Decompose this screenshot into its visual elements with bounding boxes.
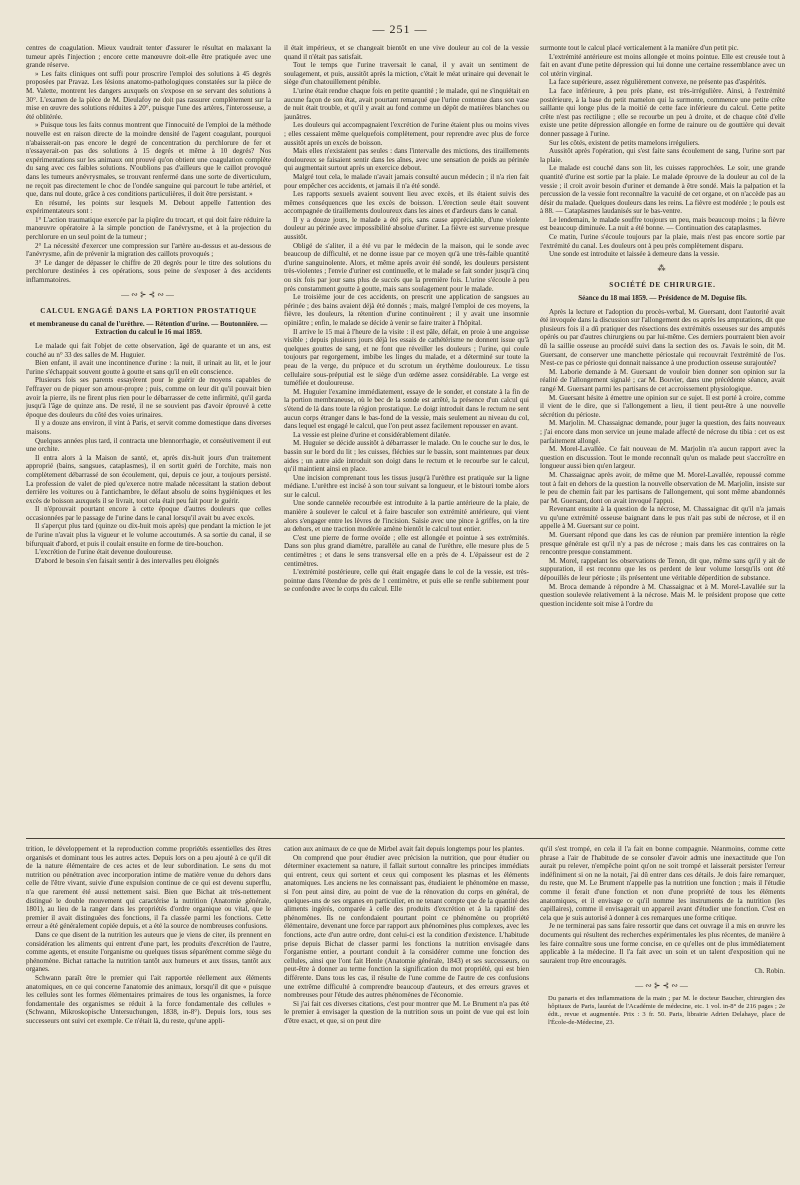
author-signature: Ch. Robin.: [754, 967, 785, 976]
paragraph: Quelques années plus tard, il contracta une blennorrhagie, et conséutivement il eut une orchite.: [26, 436, 271, 454]
bibliography-notice: [540, 995, 785, 1027]
article-heading: CALCUL ENGAGÉ DANS LA PORTION PROSTATIQUE: [40, 307, 257, 316]
paragraph: 2° La nécessité d'exercer une compression sur l'artère au-dessus et au-dessous de l'anévrysme, afin de prévenir la migration des caillots provoqués ;: [26, 241, 271, 259]
paragraph: Une sonde cannelée recourbée est introduite à la partie antérieure de la plaie, de manière à soulever le calcul et à faire basculer son extrémité antérieure, qui vient alors s'engager entre les lèvres de l'incision. Saisie avec une pince à griffes, on la tire au dehors, et une traction modérée amène bientôt le calcul tout entier.: [284, 499, 529, 534]
session-line: Séance du 18 mai 1859. — Présidence de M. Deguise fils.: [578, 294, 747, 303]
paragraph: Je ne terminerai pas sans faire ressortir que dans cet ouvrage il a mis en œuvre les documents qui résultent des recherches expérimentales les plus récentes, de manière à les faire connaître sous une forme concise, en ce qu'elles ont de plus immédiatement applicable à la médecine. Il l'a fait avec un soin et un talent d'exposition qui ne sauraient trop être encouragés.: [540, 922, 785, 965]
paragraph: Le malade qui fait l'objet de cette observation, âgé de quarante et un ans, est couché au n° 33 des salles de M. Huguier.: [26, 342, 271, 359]
paragraph: Dans ce que disent de la nutrition les auteurs que je viens de citer, ils prennent en considération les aliments qui entrent d'une part, les produits d'excrétion de l'autre, comme agents, et ensuite l'organisme ou quelques tissus séparément comme siège du phénomène. Bichat rattache la nutrition tantôt aux humeurs et aux tissus, tantôt aux organes.: [26, 930, 271, 974]
paragraph: L'extrémité antérieure est moins allongée et moins pointue. Elle est creusée tout à fait en avant d'une petite dépression qui lui donne une certaine ressemblance avec un col utérin virginal.: [540, 52, 785, 78]
bibliography-entry: Du panaris et des inflammations de la main ; par M. le docteur Baucher, chirurgien des hôpitaux de Paris, lauréat de l'Académie de médecine, etc. 1 vol. in-8° de 216 pages ; 2e édit., revue et augmentée. Prix : 3 fr. 50. Paris, librairie Adrien Delahaye, place de l'École-de-Médecine, 23.: [548, 994, 785, 1026]
paragraph: M. Laborie demande à M. Guersant de vouloir bien donner son opinion sur la réalité de l'allongement signalé ; car M. Bouvier, dans une précédente séance, avait rangé M. Guersant parmi les partisans de cet accroissement physiologique.: [540, 367, 785, 393]
page-number: — 251 —: [372, 22, 428, 36]
paragraph: cation aux animaux de ce que de Mirbel avait fait depuis longtemps pour les plantes.: [284, 845, 525, 853]
paragraph: C'est une pierre de forme ovoïde ; elle est allongée et pointue à ses extrémités. Dans son plus grand diamètre, parallèle au canal de l'urèthre, elle mesure plus de 5 centimètres ; et dans le sens transversal elle en a près de 4. L'épaisseur est de 2 centimètres.: [284, 533, 529, 568]
society-heading: SOCIÉTÉ DE CHIRURGIE.: [609, 281, 716, 290]
paragraph: L'extrémité postérieure, celle qui était engagée dans le col de la vessie, est très-pointue dans l'étendue de près de 1 centimètre, et puis elle se renfle subitement pour se confondre avec le corps du calcul. Elle: [284, 568, 529, 594]
column-1-top: [26, 44, 271, 834]
paragraph: Revenant ensuite à la question de la nécrose, M. Chassaignac dit qu'il n'a jamais vu qu'une extrémité osseuse baignant dans le pus n'ait pas subi de nécrose, et il en appelle à M. Guersant sur ce point.: [540, 505, 785, 531]
paragraph: L'urine était rendue chaque fois en petite quantité ; le malade, qui ne s'inquiétait en aucune façon de son état, avait pourtant remarqué que l'urine contenue dans son vase de nuit était trouble, et qu'il y avait au fond comme un dépôt de matières blanches ou jaunâtres.: [284, 86, 529, 121]
section-divider-ornament: ⁂: [657, 263, 668, 273]
paragraph: Le malade est couché dans son lit, les cuisses rapprochées. Le soir, une grande quantité d'urine est sortie par la plaie. Le malade éprouve de la douleur au col de la vessie ; il croit avoir besoin d'uriner et demande à être sondé. Mais la palpation et la percussion de la vessie font reconnaître la vacuité de cet organe, et on n'accède pas au désir du malade. Quelques douleurs dans les reins. La fièvre est modérée ; le pouls est à 88. — Cataplasmes laudanisés sur le bas-ventre.: [540, 164, 785, 216]
paragraph: » Les faits cliniques ont suffi pour proscrire l'emploi des solutions à 45 degrés proposées par Pravaz. Les lésions anatomo-pathologiques constatées sur la pièce de M. Valette, montrent les dangers auxquels on s'expose en se servant des solutions à 30°. L'examen de la pièce de M. Dieulafoy ne doit pas rassurer complètement sur la mise en œuvre des solutions réduites à 20°, puisque l'une des artères, l'interosseuse, a été oblitérée.: [26, 69, 271, 121]
column-2-top: [284, 44, 529, 834]
paragraph: Il arrive le 15 mai à l'heure de la visite : il est pâle, défait, en proie à une angoisse visible ; depuis plusieurs jours déjà les essais de cathétérisme ne donnent issue qu'à quelques gouttes de sang, et ne font que réveiller les douleurs ; l'urine, qui coule toujours par regorgement, imbibe les linges du malade, et a déterminé sur toute la peau de la verge, du prépuce et du scrotum un érythème douloureux. Le tissu cellulaire sous-préputial est le siège d'un œdème assez considérable. La verge est tuméfiée et douloureuse.: [284, 327, 529, 388]
paragraph: Plusieurs fois ses parents essayèrent pour le guérir de moyens capables de l'effrayer ou de piquer son amour-propre ; puis, comme on leur dit qu'il pouvait bien avoir la pierre, ils ne firent plus rien pour le débarrasser de cette infirmité, qu'il garda jusqu'à l'âge de quinze ans. De resté, il ne se souvient pas d'avoir éprouvé à cette époque des douleurs du côté des voies urinaires.: [26, 376, 271, 419]
paragraph: Mais elles n'existaient pas seules : dans l'intervalle des mictions, des tiraillements douloureux se faisaient sentir dans les aînes, avec une sensation de poids au périnée qui augmentait surtout après un exercice debout.: [284, 147, 529, 173]
paragraph: Si j'ai fait ces diverses citations, c'est pour montrer que M. Le Brument n'a pas été le premier à envisager la question de la nutrition sous un point de vue qui est loin d'être exact, et que, si on peut dire: [284, 999, 529, 1025]
paragraph: Les rapports sexuels avaient souvent lieu avec excès, et ils étaient suivis des mêmes conséquences que les excès de boisson. L'érection seule était souvent accompagnée de tiraillements douloureux dans les aines et d'ardeurs dans le canal.: [284, 190, 529, 216]
paragraph: qu'il s'est trompé, en cela il l'a fait en bonne compagnie. Néanmoins, comme cette phrase a l'air de l'habitude de se consoler d'avoir admis une inexactitude que l'on aurait pu relever, n'empêche point qu'on ne soit trompé et laisserait persister l'erreur indéfiniment si on ne la notait, j'ai dû entrer dans ces détails. Je dois faire remarquer, du reste, que M. Le Brument n'appelle pas la nutrition une fonction ; mais il l'étudie comme il ferait d'une fonction et non d'une propriété de tous les éléments anatomiques, et il envisage ce qu'il nomme les instruments de la nutrition (les capillaires), comme il envisagerait un appareil avant d'étudier une fonction. C'est en cela que je suis autorisé à donner à ces remarques une forme critique.: [540, 845, 785, 922]
paragraph: 3° Le danger de dépasser le chiffre de 20 degrés pour le titre des solutions du perchlorure destinées à ces opérations, sous peine de s'exposer à des accidents inflammatoires.: [26, 258, 271, 285]
paragraph: M. Huguier se décide aussitôt à débarrasser le malade. On le couche sur le dos, le bassin sur le bord du lit ; les cuisses, fléchies sur le bassin, sont maintenues par deux aides ; un autre aide introduit son doigt dans le rectum et le recourbe sur le calcul, qu'il maintient ainsi en place.: [284, 439, 529, 474]
paragraph: Il y a douze ans environ, il vint à Paris, et servit comme domestique dans diverses maisons.: [26, 419, 271, 436]
column-3-bottom: [540, 845, 785, 1170]
paragraph: Les douleurs qui accompagnaient l'excrétion de l'urine étaient plus ou moins vives ; elles cessaient même quelquefois complètement, pour reprendre avec plus de force aussitôt après un excès de boisson.: [284, 121, 529, 147]
paragraph: M. Broca demande à répondre à M. Chassaignac et à M. Morel-Lavallée sur la question soulevée relativement à la nécrose. Mais M. le président propose que cette question incidente soit mise à l'ordre du: [540, 582, 785, 608]
paragraph: M. Huguier l'examine immédiatement, essaye de le sonder, et constate à la fin de la portion membraneuse, où le bec de la sonde est arrêté, la présence d'un calcul qui s'étend de là dans toute la région prostatique. Le doigt introduit dans le rectum ne sent aucun corps étranger dans le bas-fond de la vessie, mais seulement au niveau du col, dans lequel est engagé le calcul, que l'on peut assez facilement repousser en avant.: [284, 387, 529, 431]
paragraph: Schwann paraît être le premier qui l'ait rapportée réellement aux éléments anatomiques, en ce qui concerne l'anatomie des animaux, lorsqu'il dit que « puisque les cellules sont les formes élémentaires primaires de tous les organismes, la force fondamentale des organismes se réduit à la force fondamentale des cellules » (Schwann, Mikroskopische Untersuchungen, 1838, in-8°). Depuis lors, tous ses successeurs ont suivi cet exemple. Ce n'était là, du reste, qu'une appli-: [26, 973, 271, 1025]
paragraph: La face inférieure, à peu près plane, est très-irrégulière. Ainsi, à l'extrémité postérieure, à la base du petit mamelon qui la surmonte, commence une petite crête saillante qui longe plus de la moitié de cette face inférieure du calcul. Cette petite crête n'est pas rectiligne ; elle se recourbe un peu à droite, et de chaque côté d'elle existe une petite dépression allongée en forme de rainure ou de gouttière qui devait donner passage à l'urine.: [540, 86, 785, 138]
paragraph: Le troisième jour de ces accidents, on prescrit une application de sangsues au périnée ; des bains avaient déjà été donnés ; mais, malgré l'emploi de ces moyens, la fièvre, les douleurs, la rétention d'urine continuèrent ; il y avait une insomnie opiniâtre ; enfin, le malade se décide à venir se faire traiter à l'hôpital.: [284, 293, 529, 327]
col1-intro-text: [26, 44, 271, 285]
paragraph: M. Guersant hésite à émettre une opinion sur ce sujet. Il est porté à croire, comme il vient de le dire, que si l'allongement a lieu, il tient peut-être à une nouvelle sécrétion du périoste.: [540, 393, 785, 419]
paragraph: Il s'aperçut plus tard (quinze ou dix-huit mois après) que pendant la miction le jet de l'urine n'avait plus la vigueur et le volume accoutumés. A sa sortie du canal, il se bifurquait d'abord, et puis il coulait ensuite en forme de tire-bouchon.: [26, 522, 271, 548]
paragraph: 1° L'action traumatique exercée par la piqûre du trocart, et qui doit faire réduire la manœuvre opératoire à la simple ponction de l'anévrysme, et à la projection du perchlorure en un seul point de la tumeur ;: [26, 215, 271, 242]
feuilleton-divider: [26, 838, 785, 839]
paragraph: Après la lecture et l'adoption du procès-verbal, M. Guersant, dont l'autorité avait été invoquée dans la discussion sur l'allongement des os après les amputations, dit que plusieurs fois il a dû pratiquer des résections des extrémités osseuses sur des amputés opérés ou par d'autres chirurgiens ou par lui-même. Ces derniers pourraient bien avoir dû la saillie osseuse au procédé suivi dans la section des os. J'avais le soin, dit M. Guersant, de conserver une manchette périostale qui recouvrait l'extrémité de l'os. N'est-ce pas ce périoste qui donnait naissance à une production osseuse surajoutée?: [540, 307, 785, 368]
paragraph: La vessie est pleine d'urine et considérablement dilatée.: [293, 430, 451, 439]
paragraph: L'excrétion de l'urine était devenue douloureuse.: [35, 548, 173, 557]
paragraph: Une sonde est introduite et laissée à demeure dans la vessie.: [549, 250, 720, 259]
paragraph: il était impérieux, et se changeait bientôt en une vive douleur au col de la vessie quand il n'était pas satisfait.: [284, 44, 529, 61]
paragraph: Obligé de s'aliter, il a été vu par le médecin de la maison, qui le sonde avec beaucoup de difficulté, et ne donne issue par ce moyen qu'à une très-faible quantité d'urine sanguinolente. Alors, et même après avoir été sondé, les douleurs persistent très-violentes ; l'envie d'uriner est continuelle, et le malade se fait sonder jusqu'à cinq ou six fois par jour sans plus de succès que la première fois. L'urine s'écoule à peu près constamment goutte à goutte, mais sans soulagement pour le malade.: [284, 241, 529, 293]
paragraph: M. Marjolin. M. Chassaignac demande, pour juger la question, des faits nouveaux ; j'ai encore dans mon service un jeune malade affecté de nécrose du tibia : cet os est parfaitement allongé.: [540, 419, 785, 445]
paragraph: Ce matin, l'urine s'écoule toujours par la plaie, mais n'est pas encore sortie par l'extrémité du canal. Les douleurs ont à peu près complètement disparu.: [540, 233, 785, 250]
paragraph: En résumé, les points sur lesquels M. Debout appelle l'attention des expérimentateurs sont :: [26, 198, 271, 216]
paragraph: M. Morel, rappelant les observations de Tenon, dit que, même sans qu'il y ait de suppuration, il est reconnu que les os perdent de leur volume lorsqu'ils ont été dépouillés de leur périoste ; ils présentent une véritable déperdition de substance.: [540, 556, 785, 583]
section-divider-ornament: —∾⊱⊰∾—: [121, 289, 176, 299]
paragraph: Aussitôt après l'opération, qui s'est faite sans écoulement de sang, l'urine sort par la plaie.: [540, 147, 785, 164]
section-divider-ornament: —∾⊱⊰∾—: [635, 980, 690, 990]
column-1-bottom: [26, 845, 271, 1170]
paragraph: Le lendemain, le malade souffre toujours un peu, mais beaucoup moins ; la fièvre est beaucoup diminuée. La nuit a été bonne. — Continuation des cataplasmes.: [540, 215, 785, 233]
column-3-top: [540, 44, 785, 834]
paragraph: On comprend que pour étudier avec précision la nutrition, que pour étudier ou déterminer exactement sa nature, il fallait surtout connaître les principes immédiats qui entrent, ceux qui sortent et ceux qui composent les plasmas et les éléments anatomiques. Les anciens ne les connaissant pas, étudiaient le phénomène en masse, si l'on peut ainsi dire, au point de vue de la rénovation du corps en général, de quelques-uns de ses organes en particulier, en ne tenant compte que de la quantité des aliments ingérés, comparée à celle des produits d'excrétion et à la rapidité des phénomènes. Ils ne confondaient pourtant point ce phénomène ou propriété élémentaire, devenant une force par rapport aux phénomènes plus complexes, avec les fonctions, acte d'un autre ordre, dont celui-ci est la condition d'existence. L'habitude prise depuis Bichat de classer parmi les fonctions la nutrition envisagée dans l'organisme entier, a pourtant conduit à la considérer comme une fonction des cellules, ainsi que l'ont fait Henle (Anatomie générale, 1843) et ses successeurs, ou peut-être à donner au terme fonction la signification du mot propriété, qui est bien différente. Dans tous les cas, il résulte de l'une comme de l'autre de ces confusions une extrême difficulté à comprendre beaucoup d'auteurs, et des erreurs graves et nombreuses pour l'étude des autres phénomènes de l'économie.: [284, 853, 529, 1000]
paragraph: Une incision comprenant tous les tissus jusqu'à l'urèthre est pratiquée sur la ligne médiane. L'urèthre est incisé à son tour suivant sa longueur, et le bistouri tombe alors sur le calcul.: [284, 473, 529, 499]
paragraph: La face supérieure, assez régulièrement convexe, ne présente pas d'aspérités.: [549, 78, 767, 87]
paragraph: trition, le développement et la reproduction comme propriétés essentielles des êtres organisés et dominant tous les autres actes. Depuis lors on a peu ajouté à ce qu'il dit de la nature élémentaire de ces actes et de leur subordination. Le sens du mot nutrition ou pénétration avec incorporation intime de matière venue du dehors dans celle de l'être vivant, suivie d'une expulsion continue de ce qui est devenu superflu, n'a que rarement été aussi nettement saisi. Bien que Bichat ait très-nettement distingué le double mouvement qui caractérise la nutrition (Anatomie générale, 1801), au lieu de la ranger dans les propriétés d'ordre organique ou vital, que le premier il avait distinguées des fonctions, il l'a classée parmi les fonctions. Cette erreur a été généralement copiée depuis, et a été la source de nombreuses confusions.: [26, 845, 271, 931]
paragraph: Il entra alors à la Maison de santé, et, après dix-huit jours d'un traitement approprié (bains, sangsues, cataplasmes), il en sortit guéri de l'orchite, mais non complètement débarrassé de son écoulement, qui, depuis ce jour, a toujours persisté. La profession de valet de pied qu'exerce notre malade nécessitant la station debout derrière les voitures ou à l'antichambre, le défaut absolu de soins hygiéniques et les excès de boisson auxquels il se livrait, tout cela était peu fait pour le guérir.: [26, 453, 271, 505]
paragraph: Bien enfant, il avait une incontinence d'urine : la nuit, il urinait au lit, et le jour l'urine s'échappait souvent goutte à goutte et sans qu'il en eût conscience.: [26, 359, 271, 376]
paragraph: M. Guersant répond que dans les cas de réunion par première intention la règle presque générale est qu'il n'y a pas de nécrose ; mais dans les cas contraires on la rencontre presque constamment.: [540, 531, 785, 557]
paragraph: » Puisque tous les faits connus montrent que l'innocuité de l'emploi de la méthode nouvelle est en raison directe de la moindre densité de l'agent coagulant, pourquoi n'abaisserait-on pas encore le degré de concentration du perchlorure de fer et n'essayerait-on pas des solutions à 15 degrés et même à 10 degrés? Nos expérimentations sur les animaux ont prouvé qu'on obtient une coagulation complète du sang avec ces faibles solutions. N'oublions pas d'ailleurs que le caillot provoqué dans les tumeurs anévrysmales, se trouvant renfermé dans une sorte de diverticulum, ne reçoit pas directement le choc de l'ondée sanguine qui parcourt le tube artériel, et que, dans nul doute, grâce à ces conditions particulières, il doit être persistant. »: [26, 121, 271, 199]
paragraph: centres de coagulation. Mieux vaudrait tenter d'assurer le résultat en malaxant la tumeur après l'injection ; encore cette manœuvre doit-elle être pratiquée avec une grande réserve.: [26, 44, 271, 70]
paragraph: M. Morel-Lavallée. Ce fait nouveau de M. Marjolin n'a aucun rapport avec la question en discussion. Tout le monde reconnaît qu'un os malade peut s'accroître en longueur aussi bien qu'en largeur.: [540, 445, 785, 471]
column-2-bottom: [284, 845, 529, 1170]
paragraph: D'abord le besoin s'en faisait sentir à des intervalles peu éloignés: [35, 556, 219, 565]
paragraph: surmonte tout le calcul placé verticalement à la manière d'un petit pic.: [540, 44, 739, 52]
paragraph: Il y a douze jours, le malade a été pris, sans cause appréciable, d'une violente douleur au périnée avec impossibilité absolue d'uriner. La fièvre est survenue presque aussitôt.: [284, 215, 529, 242]
paragraph: Malgré tout cela, le malade n'avait jamais consulté aucun médecin ; il n'a rien fait pour empêcher ces accidents, et jamais il n'a été sondé.: [284, 172, 529, 190]
paragraph: Tout le temps que l'urine traversait le canal, il y avait un sentiment de soulagement, et puis, aussitôt après la miction, c'était le méat urinaire qui devenait le siège d'un chatouillement pénible.: [284, 61, 529, 87]
paragraph: M. Chassaignac après avoir, de même que M. Morel-Lavallée, repoussé comme tout à fait en dehors de la question la nouvelle observation de M. Marjolin, insiste sur le peu de chemin fait par les partisans de l'allongement, qui sont même abandonnés par M. Guersant, dont on avait invoqué l'appui.: [540, 470, 785, 505]
paragraph: Il n'éprouvait pourtant encore à cette époque d'autres douleurs que celles occasionnées par le passage de l'urine dans le canal lorsqu'il avait bu avec excès.: [26, 505, 271, 522]
paragraph: Sur les côtés, existent de petits mamelons irréguliers.: [549, 138, 700, 147]
article-subheading: et membraneuse du canal de l'urèthre. — Rétention d'urine. — Boutonnière. — Extraction du calcul le 16 mai 1859.: [29, 319, 268, 337]
